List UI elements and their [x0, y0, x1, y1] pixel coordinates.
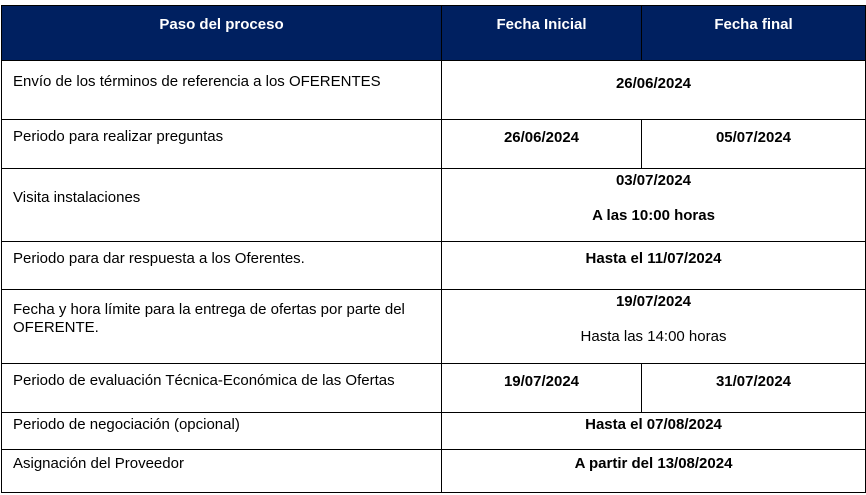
table-row	[2, 61, 866, 120]
date-line-1: 19/07/2024	[615, 293, 692, 310]
table-row	[2, 120, 866, 169]
date-cell	[442, 169, 866, 242]
date-cell: 26/06/2024	[442, 61, 866, 120]
table-row	[2, 450, 866, 493]
date-cell: Hasta el 11/07/2024	[442, 242, 866, 290]
step-cell: Periodo para realizar preguntas	[2, 120, 442, 169]
date-cell: A partir del 13/08/2024	[442, 450, 866, 493]
step-cell: Periodo de evaluación Técnica-Económica de las Ofertas	[2, 364, 442, 413]
header-end-date: Fecha final	[642, 6, 866, 61]
date-line-2: A las 10:00 horas	[592, 207, 715, 224]
end-date-cell: 31/07/2024	[642, 364, 866, 413]
end-date-cell: 05/07/2024	[642, 120, 866, 169]
date-cell	[442, 290, 866, 364]
date-line-1: 03/07/2024	[615, 172, 692, 189]
table-row	[2, 364, 866, 413]
date-line-2: Hasta las 14:00 horas	[580, 328, 727, 345]
table-row	[2, 413, 866, 450]
date-cell: Hasta el 07/08/2024	[442, 413, 866, 450]
step-cell: Envío de los términos de referencia a los OFERENTES	[2, 61, 442, 120]
step-cell: Fecha y hora límite para la entrega de ofertas por parte del OFERENTE.	[2, 290, 442, 364]
table-row	[2, 169, 866, 242]
start-date-cell: 19/07/2024	[442, 364, 642, 413]
step-cell: Periodo para dar respuesta a los Oferentes.	[2, 242, 442, 290]
process-schedule-table	[1, 5, 866, 493]
table-row	[2, 290, 866, 364]
step-cell: Asignación del Proveedor	[2, 450, 442, 493]
step-cell: Periodo de negociación (opcional)	[2, 413, 442, 450]
start-date-cell: 26/06/2024	[442, 120, 642, 169]
header-step: Paso del proceso	[2, 6, 442, 61]
step-cell: Visita instalaciones	[2, 169, 442, 242]
table-row	[2, 242, 866, 290]
header-row	[2, 6, 866, 61]
header-start-date: Fecha Inicial	[442, 6, 642, 61]
